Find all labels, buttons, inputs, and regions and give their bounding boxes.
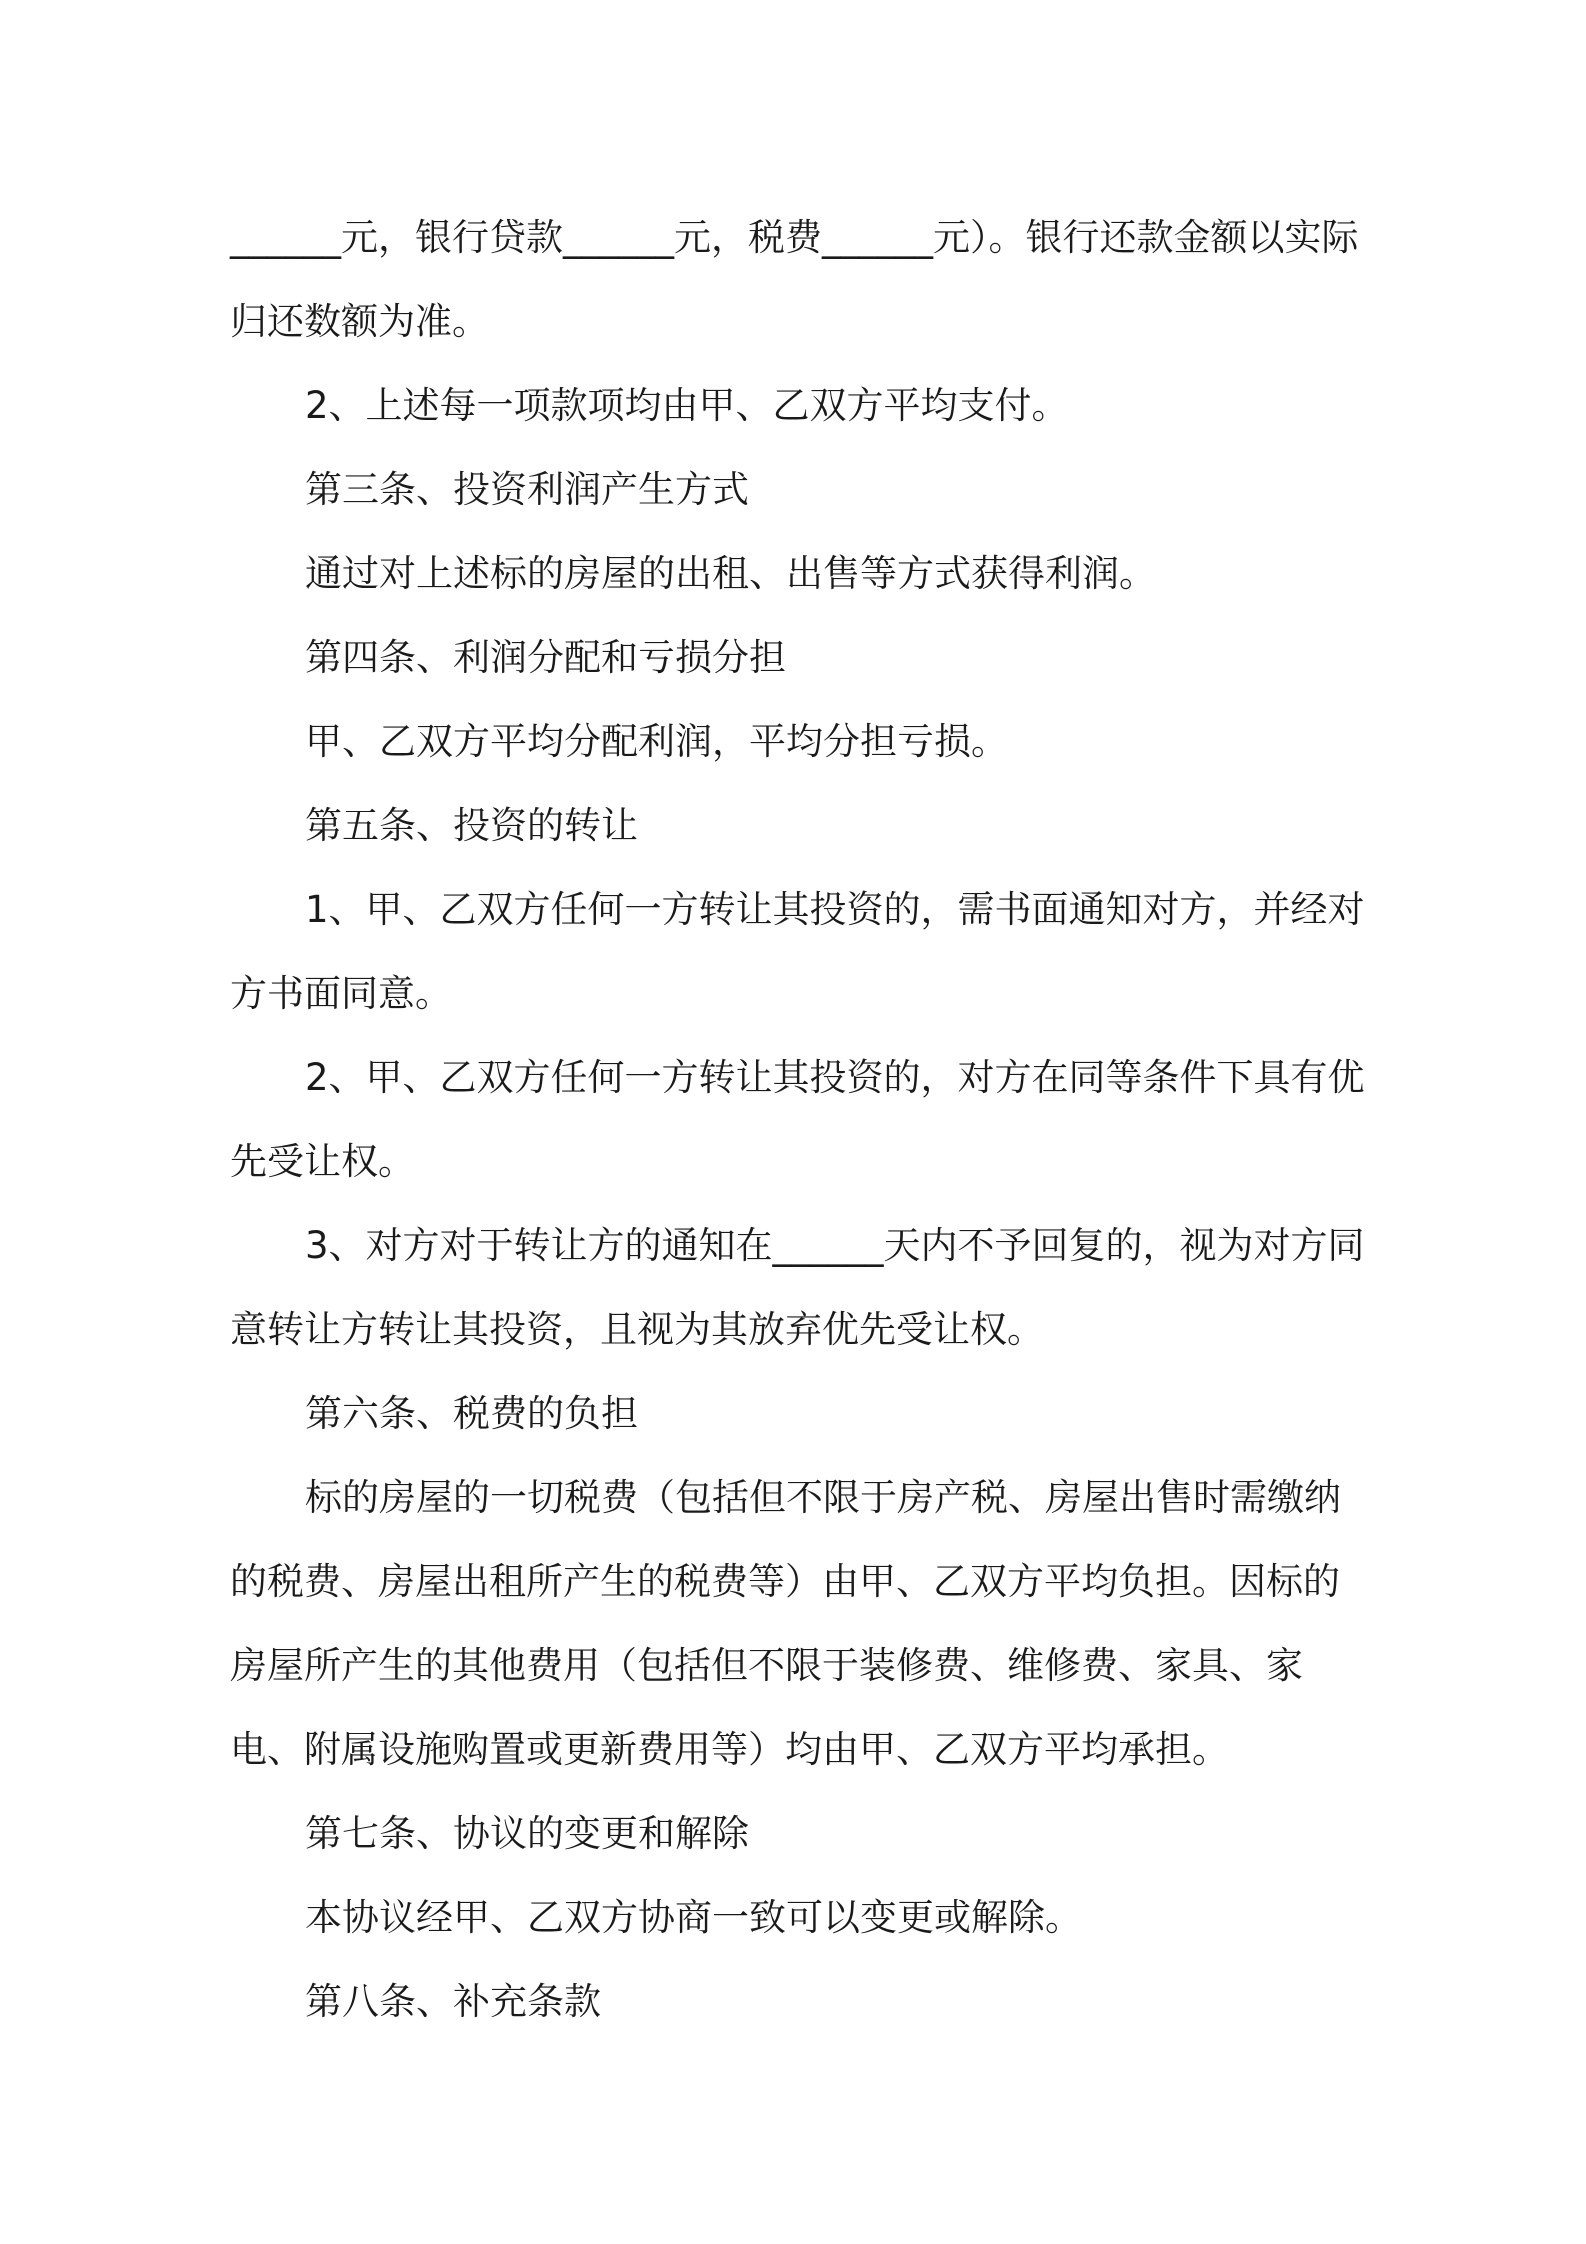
heading-article-7: 第七条、协议的变更和解除 <box>305 1812 749 1855</box>
paragraph-clause-2-2: 2、上述每一项款项均由甲、乙双方平均支付。 <box>305 384 1069 427</box>
heading-article-3: 第三条、投资利润产生方式 <box>305 468 749 511</box>
paragraph-article-7-body: 本协议经甲、乙双方协商一致可以变更或解除。 <box>305 1896 1082 1939</box>
paragraph-article-6-body: 标的房屋的一切税费（包括但不限于房产税、房屋出售时需缴纳的税费、房屋出租所产生的税费等）由甲、乙双方平均负担。因标的房屋所产生的其他费用（包括但不限于装修费、维修费、家具、家电、附属设施购置或更新费用等）均由甲、乙双方平均承担。 <box>230 1476 1341 1771</box>
heading-article-8: 第八条、补充条款 <box>305 1980 601 2023</box>
heading-article-6: 第六条、税费的负担 <box>305 1392 638 1435</box>
document-body <box>230 196 1370 2044</box>
paragraph-article-5-item-2: 2、甲、乙双方任何一方转让其投资的，对方在同等条件下具有优先受让权。 <box>230 1056 1365 1183</box>
heading-article-5: 第五条、投资的转让 <box>305 804 638 847</box>
heading-article-4: 第四条、利润分配和亏损分担 <box>305 636 786 679</box>
paragraph-payment-amounts: ______元，银行贷款______元，税费______元）。银行还款金额以实际归还数额为准。 <box>230 216 1359 343</box>
paragraph-article-5-item-3: 3、对方对于转让方的通知在______天内不予回复的，视为对方同意转让方转让其投资，且视为其放弃优先受让权。 <box>230 1224 1365 1351</box>
paragraph-article-5-item-1: 1、甲、乙双方任何一方转让其投资的，需书面通知对方，并经对方书面同意。 <box>230 888 1365 1015</box>
paragraph-article-3-body: 通过对上述标的房屋的出租、出售等方式获得利润。 <box>305 552 1156 595</box>
paragraph-article-4-body: 甲、乙双方平均分配利润，平均分担亏损。 <box>305 720 1008 763</box>
